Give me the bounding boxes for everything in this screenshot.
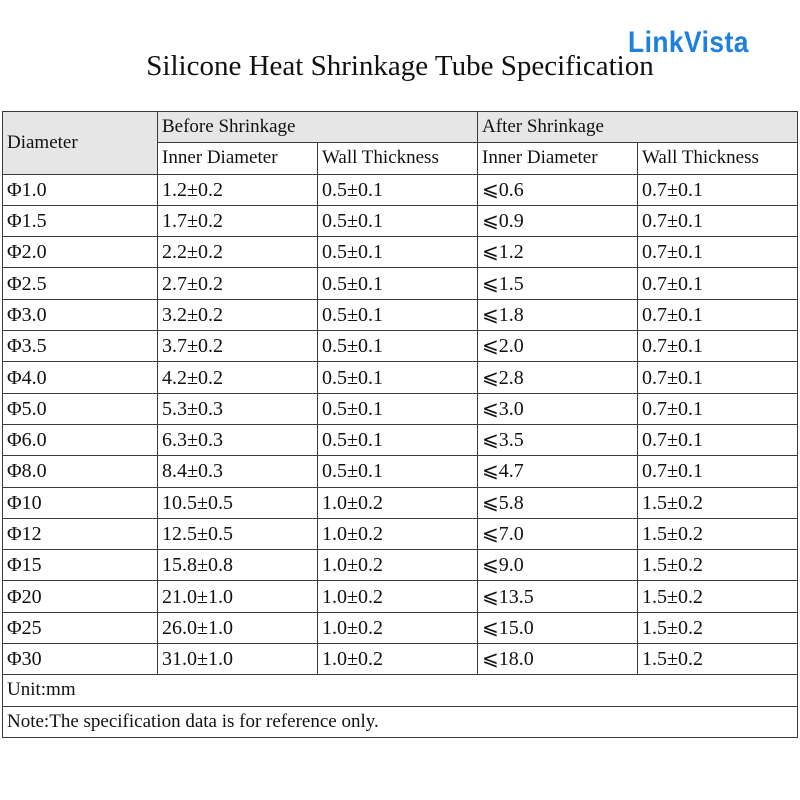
after-wall-thickness-cell: 0.7±0.1 (638, 456, 798, 487)
table-row (3, 205, 798, 236)
before-wall-thickness-cell: 0.5±0.1 (318, 299, 478, 330)
after-inner-diameter-cell: ⩽0.6 (478, 174, 638, 205)
after-inner-diameter-cell: ⩽3.5 (478, 424, 638, 455)
before-inner-diameter-cell: 2.7±0.2 (158, 268, 318, 299)
after-inner-diameter-cell: ⩽2.0 (478, 331, 638, 362)
before-wall-thickness-cell: 0.5±0.1 (318, 456, 478, 487)
after-wall-thickness-cell: 1.5±0.2 (638, 518, 798, 549)
after-wall-thickness-cell: 0.7±0.1 (638, 393, 798, 424)
before-inner-diameter-cell: 4.2±0.2 (158, 362, 318, 393)
before-inner-diameter-cell: 2.2±0.2 (158, 237, 318, 268)
table-row (3, 518, 798, 549)
before-wall-thickness-cell: 1.0±0.2 (318, 612, 478, 643)
diameter-cell: Φ25 (3, 612, 158, 643)
after-inner-diameter-cell: ⩽15.0 (478, 612, 638, 643)
before-inner-diameter-header: Inner Diameter (158, 143, 318, 174)
after-inner-diameter-cell: ⩽3.0 (478, 393, 638, 424)
after-wall-thickness-cell: 0.7±0.1 (638, 237, 798, 268)
before-wall-thickness-cell: 1.0±0.2 (318, 644, 478, 675)
before-wall-thickness-cell: 1.0±0.2 (318, 487, 478, 518)
diameter-cell: Φ4.0 (3, 362, 158, 393)
after-wall-thickness-header: Wall Thickness (638, 143, 798, 174)
after-wall-thickness-cell: 0.7±0.1 (638, 362, 798, 393)
table-row (3, 581, 798, 612)
table-row (3, 456, 798, 487)
note-row (3, 706, 798, 737)
unit-row (3, 675, 798, 706)
after-inner-diameter-cell: ⩽1.8 (478, 299, 638, 330)
before-inner-diameter-cell: 5.3±0.3 (158, 393, 318, 424)
table-row (3, 550, 798, 581)
before-wall-thickness-cell: 0.5±0.1 (318, 393, 478, 424)
table-row (3, 424, 798, 455)
before-inner-diameter-cell: 1.2±0.2 (158, 174, 318, 205)
after-inner-diameter-cell: ⩽0.9 (478, 205, 638, 236)
before-wall-thickness-cell: 1.0±0.2 (318, 581, 478, 612)
diameter-cell: Φ1.0 (3, 174, 158, 205)
diameter-cell: Φ12 (3, 518, 158, 549)
table-row (3, 393, 798, 424)
diameter-cell: Φ10 (3, 487, 158, 518)
after-inner-diameter-cell: ⩽18.0 (478, 644, 638, 675)
before-wall-thickness-cell: 0.5±0.1 (318, 424, 478, 455)
before-inner-diameter-cell: 15.8±0.8 (158, 550, 318, 581)
table-header-row (3, 112, 798, 143)
reference-note: Note:The specification data is for reference only. (3, 706, 798, 737)
after-inner-diameter-cell: ⩽1.5 (478, 268, 638, 299)
before-inner-diameter-cell: 3.2±0.2 (158, 299, 318, 330)
before-wall-thickness-cell: 1.0±0.2 (318, 550, 478, 581)
table-row (3, 299, 798, 330)
after-wall-thickness-cell: 1.5±0.2 (638, 550, 798, 581)
table-row (3, 174, 798, 205)
after-inner-diameter-cell: ⩽9.0 (478, 550, 638, 581)
after-inner-diameter-cell: ⩽5.8 (478, 487, 638, 518)
after-wall-thickness-cell: 0.7±0.1 (638, 205, 798, 236)
diameter-cell: Φ1.5 (3, 205, 158, 236)
table-body (3, 174, 798, 675)
table-row (3, 331, 798, 362)
table-row (3, 487, 798, 518)
after-wall-thickness-cell: 1.5±0.2 (638, 612, 798, 643)
after-wall-thickness-cell: 0.7±0.1 (638, 299, 798, 330)
diameter-cell: Φ2.0 (3, 237, 158, 268)
after-wall-thickness-cell: 0.7±0.1 (638, 424, 798, 455)
after-inner-diameter-cell: ⩽1.2 (478, 237, 638, 268)
table-row (3, 268, 798, 299)
before-wall-thickness-cell: 0.5±0.1 (318, 331, 478, 362)
before-wall-thickness-cell: 0.5±0.1 (318, 205, 478, 236)
diameter-cell: Φ3.0 (3, 299, 158, 330)
before-inner-diameter-cell: 10.5±0.5 (158, 487, 318, 518)
table-row (3, 237, 798, 268)
after-wall-thickness-cell: 0.7±0.1 (638, 331, 798, 362)
before-wall-thickness-cell: 0.5±0.1 (318, 268, 478, 299)
diameter-column-header: Diameter (3, 112, 158, 175)
table-row (3, 644, 798, 675)
after-inner-diameter-cell: ⩽4.7 (478, 456, 638, 487)
diameter-cell: Φ20 (3, 581, 158, 612)
before-wall-thickness-cell: 0.5±0.1 (318, 237, 478, 268)
after-wall-thickness-cell: 1.5±0.2 (638, 487, 798, 518)
before-inner-diameter-cell: 31.0±1.0 (158, 644, 318, 675)
before-inner-diameter-cell: 3.7±0.2 (158, 331, 318, 362)
before-inner-diameter-cell: 6.3±0.3 (158, 424, 318, 455)
before-inner-diameter-cell: 12.5±0.5 (158, 518, 318, 549)
before-inner-diameter-cell: 26.0±1.0 (158, 612, 318, 643)
after-shrinkage-header: After Shrinkage (478, 112, 798, 143)
diameter-cell: Φ8.0 (3, 456, 158, 487)
before-wall-thickness-header: Wall Thickness (318, 143, 478, 174)
after-inner-diameter-header: Inner Diameter (478, 143, 638, 174)
before-shrinkage-header: Before Shrinkage (158, 112, 478, 143)
diameter-cell: Φ6.0 (3, 424, 158, 455)
specification-table (2, 111, 798, 738)
diameter-cell: Φ2.5 (3, 268, 158, 299)
after-inner-diameter-cell: ⩽2.8 (478, 362, 638, 393)
unit-note: Unit:mm (3, 675, 798, 706)
before-inner-diameter-cell: 1.7±0.2 (158, 205, 318, 236)
before-inner-diameter-cell: 8.4±0.3 (158, 456, 318, 487)
before-wall-thickness-cell: 0.5±0.1 (318, 362, 478, 393)
after-inner-diameter-cell: ⩽13.5 (478, 581, 638, 612)
table-row (3, 612, 798, 643)
diameter-cell: Φ15 (3, 550, 158, 581)
brand-logo: LinkVista (628, 26, 749, 59)
after-wall-thickness-cell: 1.5±0.2 (638, 581, 798, 612)
table-row (3, 362, 798, 393)
after-wall-thickness-cell: 0.7±0.1 (638, 268, 798, 299)
diameter-cell: Φ5.0 (3, 393, 158, 424)
before-wall-thickness-cell: 0.5±0.1 (318, 174, 478, 205)
after-wall-thickness-cell: 1.5±0.2 (638, 644, 798, 675)
after-inner-diameter-cell: ⩽7.0 (478, 518, 638, 549)
after-wall-thickness-cell: 0.7±0.1 (638, 174, 798, 205)
diameter-cell: Φ30 (3, 644, 158, 675)
before-wall-thickness-cell: 1.0±0.2 (318, 518, 478, 549)
diameter-cell: Φ3.5 (3, 331, 158, 362)
before-inner-diameter-cell: 21.0±1.0 (158, 581, 318, 612)
page-title: Silicone Heat Shrinkage Tube Specification (146, 50, 654, 82)
